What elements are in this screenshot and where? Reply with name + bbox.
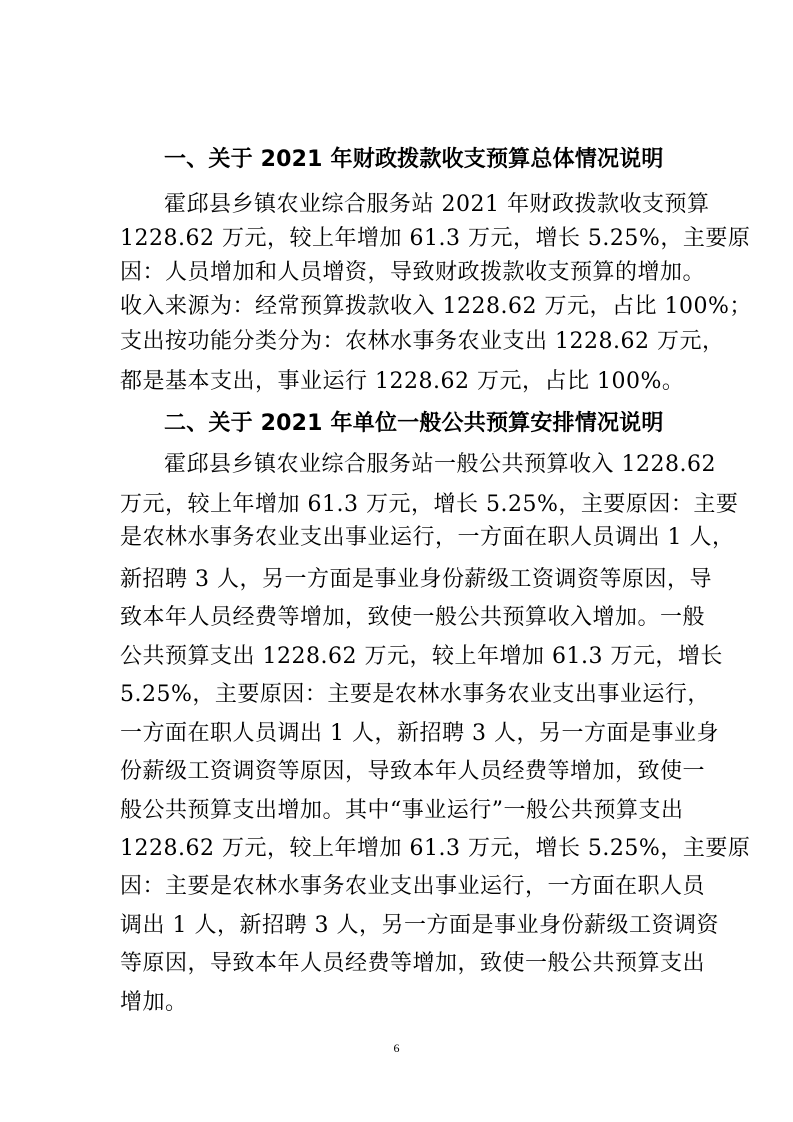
section-2-paragraph-line: 调出 1 人，新招聘 3 人，另一方面是事业身份薪级工资调资 — [120, 913, 719, 938]
section-1-paragraph-line: 收入来源为：经常预算拨款收入 1228.62 万元，占比 100%； — [120, 294, 752, 319]
section-2-paragraph-line: 致本年人员经费等增加，致使一般公共预算收入增加。一般 — [120, 605, 706, 630]
section-2-paragraph-line: 般公共预算支出增加。其中“事业运行”一般公共预算支出 — [120, 798, 684, 823]
section-1-heading: 一、关于 2021 年财政拨款收支预算总体情况说明 — [164, 147, 664, 172]
section-2-paragraph-line: 公共预算支出 1228.62 万元，较上年增加 61.3 万元，增长 — [120, 644, 723, 669]
section-2-paragraph-line: 是农林水事务农业支出事业运行，一方面在职人员调出 1 人， — [120, 525, 735, 550]
section-2-paragraph-line: 因：主要是农林水事务农业支出事业运行，一方面在职人员 — [120, 874, 706, 899]
section-2-paragraph-line: 增加。 — [120, 990, 188, 1015]
section-2-paragraph-line: 1228.62 万元，较上年增加 61.3 万元，增长 5.25%，主要原 — [120, 836, 751, 861]
section-1-paragraph-line: 1228.62 万元，较上年增加 61.3 万元，增长 5.25%，主要原 — [120, 226, 751, 251]
section-2-paragraph-line: 等原因，导致本年人员经费等增加，致使一般公共预算支出 — [120, 951, 706, 976]
section-2-paragraph-line: 新招聘 3 人，另一方面是事业身份薪级工资调资等原因，导 — [120, 567, 712, 592]
section-2-heading: 二、关于 2021 年单位一般公共预算安排情况说明 — [164, 411, 664, 436]
section-2-paragraph-line: 5.25%，主要原因：主要是农林水事务农业支出事业运行， — [120, 682, 710, 707]
section-2-paragraph-line: 霍邱县乡镇农业综合服务站一般公共预算收入 1228.62 — [164, 452, 716, 477]
page-number: 6 — [393, 1041, 400, 1055]
section-1-paragraph-line: 霍邱县乡镇农业综合服务站 2021 年财政拨款收支预算 — [164, 192, 710, 217]
section-2-paragraph-line: 份薪级工资调资等原因，导致本年人员经费等增加，致使一 — [120, 759, 706, 784]
section-1-paragraph-line: 因：人员增加和人员增资，导致财政拨款收支预算的增加。 — [120, 260, 706, 285]
section-1-paragraph-line: 支出按功能分类分为：农林水事务农业支出 1228.62 万元， — [120, 329, 725, 354]
section-2-paragraph-line: 万元，较上年增加 61.3 万元，增长 5.25%，主要原因：主要 — [120, 492, 739, 517]
section-1-paragraph-line: 都是基本支出，事业运行 1228.62 万元，占比 100%。 — [120, 369, 685, 394]
section-2-paragraph-line: 一方面在职人员调出 1 人，新招聘 3 人，另一方面是事业身 — [120, 721, 719, 746]
